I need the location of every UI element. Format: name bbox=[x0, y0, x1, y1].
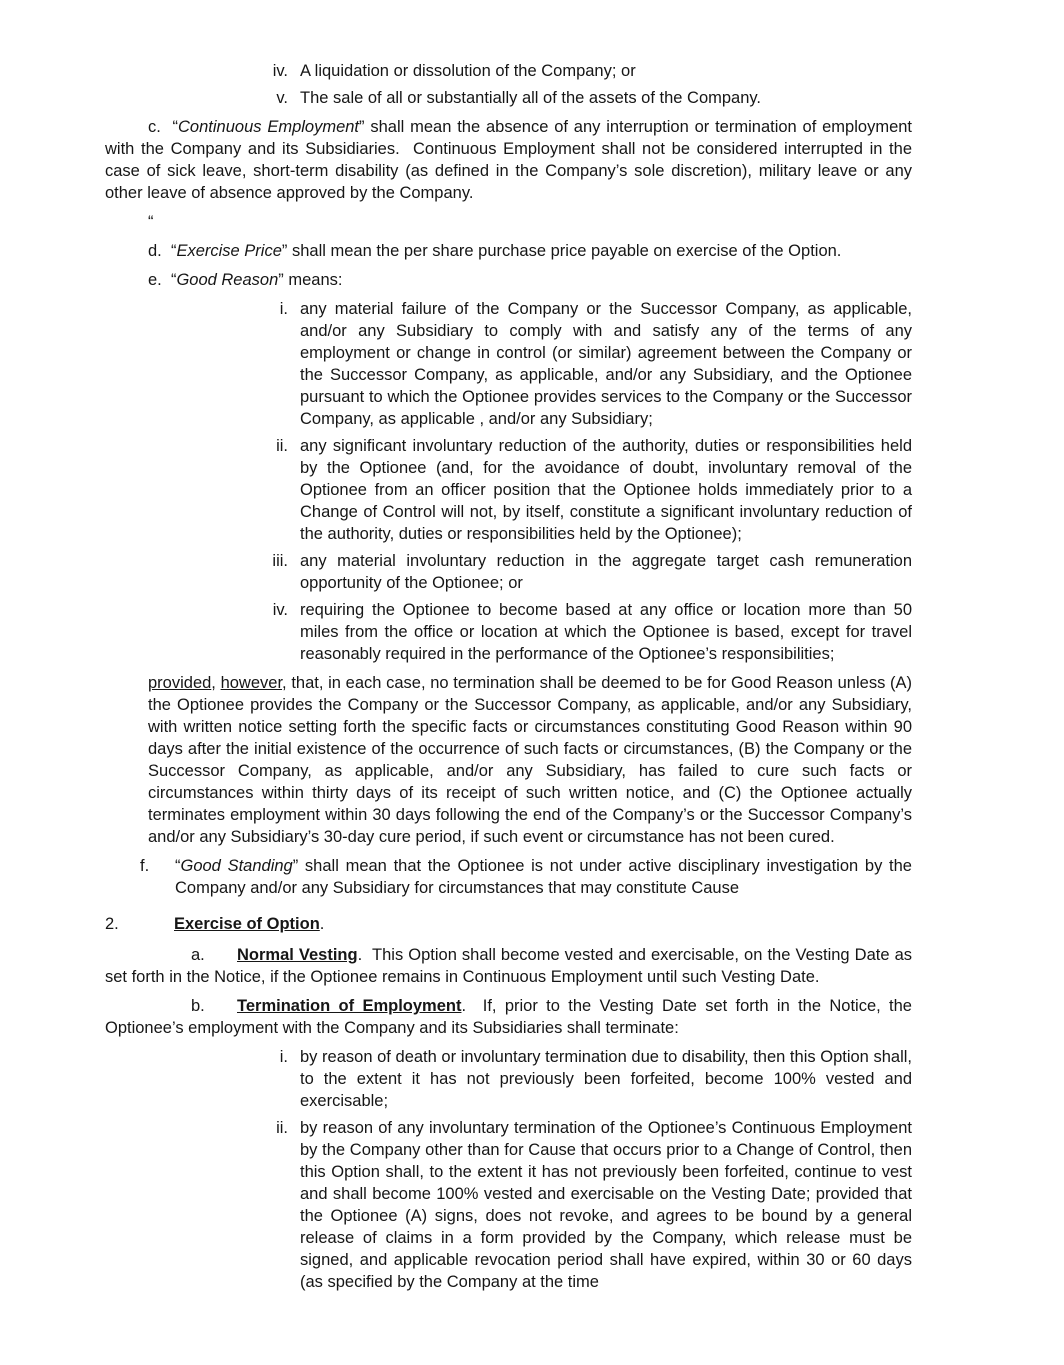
list-item-roman-iii bbox=[105, 550, 912, 594]
section-heading-2 bbox=[105, 913, 912, 935]
list-item-roman-i bbox=[105, 298, 912, 430]
text-segment: provided bbox=[148, 674, 212, 692]
list-marker: iii. bbox=[272, 552, 288, 570]
document-body bbox=[105, 60, 912, 1293]
text-segment: Termination of Employment bbox=[237, 997, 462, 1015]
text-segment: ” shall mean the per share purchase price payable on exercise of the Option. bbox=[281, 242, 842, 260]
text-segment: any significant involuntary reduction of the authority, duties or responsibilities held by the Optionee (and, for the avoidance of doubt, involuntary removal of the Optionee from an officer position that the Optionee holds immediately prior to a Change of Control will not, by itself, constitute a significant involuntary reduction of the authority, duties or responsibilities held by the Optionee); bbox=[300, 437, 912, 543]
definition-paragraph-c bbox=[105, 116, 912, 204]
text-segment: any material involuntary reduction in the aggregate target cash remuneration opportunity of the Optionee; or bbox=[300, 552, 912, 592]
list-marker: 2. bbox=[105, 915, 119, 933]
list-item-roman-ii-2 bbox=[105, 1117, 912, 1293]
text-segment: Good Reason bbox=[176, 271, 279, 289]
stray-quote-paragraph bbox=[105, 211, 912, 233]
text-segment: “ bbox=[148, 213, 154, 231]
text-segment: “ bbox=[172, 118, 179, 136]
text-segment: ” shall mean that the Optionee is not under active disciplinary investigation by the Company and/or any Subsidiary for circumstances that may constitute Cause bbox=[175, 857, 912, 897]
list-item-roman-i-2 bbox=[105, 1046, 912, 1112]
text-segment: “ bbox=[170, 271, 177, 289]
paragraph-text bbox=[148, 213, 154, 231]
paragraph-text bbox=[171, 242, 841, 260]
list-marker: f. bbox=[140, 857, 150, 875]
text-segment: requiring the Optionee to become based at any office or location more than 50 miles from the office or location at which the Optionee is based, except for travel reasonably required in the performance of the Optionee’s responsibilities; bbox=[300, 601, 912, 663]
text-segment: by reason of any involuntary termination of the Optionee’s Continuous Employment by the Company other than for Cause that occurs prior to a Change of Control, then this Option shall, to the extent it has not previously been forfeited, continue to vest and shall become 100% vested and exercisable on the Vesting Date; provided that the Optionee (A) signs, does not revoke, and agrees to be bound by a general release of claims in a form provided by the Company, which release must be signed, and applicable revocation period shall have expired, within 30 or 60 days (as specified by the Company at the time bbox=[300, 1119, 912, 1291]
text-segment: “ bbox=[170, 242, 177, 260]
text-segment: Exercise of Option bbox=[174, 915, 320, 933]
list-marker: i. bbox=[279, 300, 288, 318]
text-segment: , bbox=[211, 674, 221, 692]
list-marker: e. bbox=[148, 271, 162, 289]
text-segment: ” shall mean the absence of any interruption or termination of employment with the Company and its Subsidiaries. Continuous Employment shall not be considered interrupted in the case of sick leave, short-term disability (as defined in the Company’s sole discretion), military leave or any other leave of absence approved by the Company. bbox=[105, 118, 913, 202]
list-marker: iv. bbox=[272, 62, 288, 80]
list-item-roman-iv-2 bbox=[105, 599, 912, 665]
paragraph-text bbox=[300, 601, 912, 663]
subsection-paragraph-b bbox=[105, 995, 912, 1039]
paragraph-text bbox=[300, 89, 761, 107]
list-marker: d. bbox=[148, 242, 162, 260]
paragraph-text bbox=[300, 552, 912, 592]
paragraph-text bbox=[105, 118, 912, 202]
paragraph-text bbox=[174, 915, 324, 933]
text-segment: The sale of all or substantially all of the assets of the Company. bbox=[300, 89, 762, 107]
paragraph-text bbox=[148, 674, 912, 846]
text-segment: Normal Vesting bbox=[237, 946, 358, 964]
list-marker: v. bbox=[276, 89, 288, 107]
definition-paragraph-e bbox=[105, 269, 912, 291]
paragraph-text bbox=[171, 271, 343, 289]
list-marker: i. bbox=[279, 1048, 288, 1066]
text-segment: . bbox=[319, 915, 325, 933]
text-segment: . If, prior to the Vesting Date set forth in the Notice, the Optionee’s employment with the Company and its Subsidiaries shall terminate: bbox=[105, 997, 912, 1037]
definition-paragraph-f bbox=[105, 855, 912, 899]
text-segment: “ bbox=[175, 857, 181, 875]
list-marker: c. bbox=[148, 118, 161, 136]
list-item-roman-ii bbox=[105, 435, 912, 545]
list-marker: iv. bbox=[272, 601, 288, 619]
text-segment: by reason of death or involuntary termination due to disability, then this Option shall, to the extent it has not previously been forfeited, become 100% vested and exercisable; bbox=[300, 1048, 912, 1110]
proviso-paragraph bbox=[148, 672, 912, 848]
list-marker: a. bbox=[191, 946, 205, 964]
text-segment: . This Option shall become vested and exercisable, on the Vesting Date as set forth in the Notice, if the Optionee remains in Continuous Employment until such Vesting Date. bbox=[105, 946, 913, 986]
text-segment: A liquidation or dissolution of the Company; or bbox=[300, 62, 636, 80]
text-segment: Exercise Price bbox=[176, 242, 282, 260]
text-segment: Continuous Employment bbox=[178, 118, 360, 136]
text-segment: , that, in each case, no termination shall be deemed to be for Good Reason unless (A) the Optionee provides the Company or the Successor Company, as applicable, and/or any Subsidiary, with written notice setting forth the specific facts or circumstances constituting Good Reason within 90 days after the initial existence of the occurrence of such facts or circumstances, (B) the Company or the Successor Company, as applicable, and/or any Subsidiary, has failed to cure such facts or circumstances within thirty days of its receipt of such written notice, and (C) the Optionee actually terminates employment within 30 days following the end of the Company’s or the Successor Company’s and/or any Subsidiary’s 30-day cure period, if such event or circumstance has not been cured. bbox=[148, 674, 913, 846]
list-item-roman-v bbox=[105, 87, 912, 109]
paragraph-text bbox=[300, 437, 912, 543]
text-segment: any material failure of the Company or the Successor Company, as applicable, and/or any Subsidiary to comply with and satisfy any of the terms of any employment or change in control (or similar) agreement between the Company or the Successor Company, as applicable, and/or any Subsidiary, and the Optionee pursuant to which the Optionee provides services to the Company or the Successor Company, as applicable , and/or any Subsidiary; bbox=[300, 300, 912, 428]
paragraph-text bbox=[300, 62, 636, 80]
paragraph-text bbox=[175, 857, 912, 897]
list-marker: ii. bbox=[276, 437, 288, 455]
list-marker: b. bbox=[191, 997, 205, 1015]
text-segment: ” means: bbox=[278, 271, 343, 289]
list-marker: ii. bbox=[276, 1119, 288, 1137]
text-segment: Good Standing bbox=[180, 857, 293, 875]
definition-paragraph-d bbox=[105, 240, 912, 262]
list-item-roman-iv bbox=[105, 60, 912, 82]
paragraph-text bbox=[300, 1119, 912, 1291]
subsection-paragraph-a bbox=[105, 944, 912, 988]
paragraph-text bbox=[300, 1048, 912, 1110]
paragraph-text bbox=[300, 300, 912, 428]
text-segment: however bbox=[220, 674, 283, 692]
